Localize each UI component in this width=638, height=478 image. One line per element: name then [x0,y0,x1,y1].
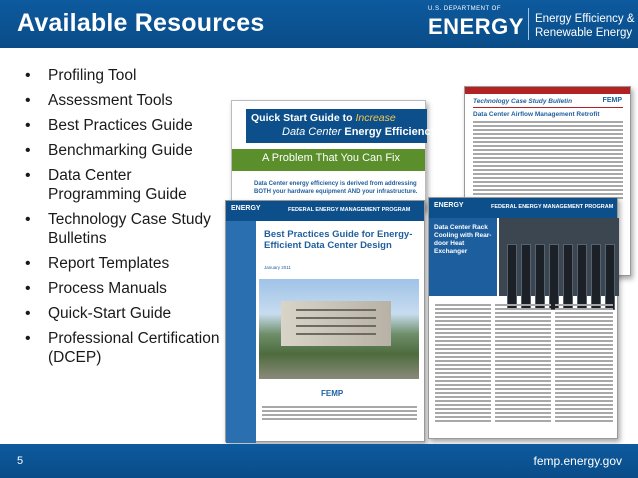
bullet-icon: • [25,330,31,347]
list-item [22,141,227,160]
page-number: 5 [17,455,24,467]
column-3-text [555,304,613,424]
eere-logo-text [535,12,635,40]
footer-url[interactable]: femp.energy.gov [533,454,622,468]
list-item [22,116,227,135]
list-item-label: Data Center Programming Guide [48,167,187,203]
quick-start-guide-thumbnail [231,100,437,210]
list-item-label: Benchmarking Guide [48,142,193,159]
quick-start-intro: Data Center energy efficiency is derived from addressing BOTH your hardware equipment AND your infrastructure. [254,181,418,195]
list-item-label: Quick-Start Guide [48,305,172,322]
list-item-label: Process Manuals [48,280,167,297]
list-item-label: Professional Certification (DCEP) [48,330,220,366]
resource-list [22,66,227,373]
list-item-label: Report Templates [48,255,170,272]
eere-line-2: Renewable Energy [535,27,633,39]
divider [473,107,623,108]
case-study-title: Technology Case Study Bulletin [473,98,573,105]
building-shape [281,301,391,346]
list-item-label: Profiling Tool [48,67,137,84]
bullet-icon: • [25,255,31,272]
list-item [22,66,227,85]
list-item [22,91,227,110]
list-item [22,279,227,298]
bullet-icon: • [25,305,31,322]
case-study-top-bar [465,87,630,94]
doe-logo-small-text: U.S. DEPARTMENT OF [428,6,502,12]
bullet-icon: • [25,280,31,297]
list-item [22,166,227,204]
footer-text-lines [262,406,417,422]
bullet-icon: • [25,211,31,228]
energy-logo: ENERGY [231,205,261,212]
femp-logo: FEMP [321,389,344,398]
best-practices-guide-thumbnail [225,200,425,442]
list-item-label: Technology Case Study Bulletins [48,211,211,247]
bullet-icon: • [25,117,31,134]
logo-divider [528,8,529,40]
list-item-label: Best Practices Guide [48,117,193,134]
guide-title: Best Practices Guide for Energy-Efficient Data Center Design [264,229,413,251]
program-name: FEDERAL ENERGY MANAGEMENT PROGRAM [288,207,411,213]
slide-title: Available Resources [17,9,265,37]
body-text-lines [473,121,623,201]
program-name: FEDERAL ENERGY MANAGEMENT PROGRAM [491,204,614,210]
femp-logo: FEMP [602,97,622,104]
bullet-icon: • [25,142,31,159]
case-study-heading: Data Center Airflow Management Retrofit [473,111,600,118]
quick-start-title-line-2: Data Center Energy Efficiency [282,126,437,138]
footer-bar [0,444,638,478]
building-windows [296,309,376,311]
rack-photo [499,218,619,296]
quick-start-title-line-1: Quick Start Guide to Increase [251,112,396,124]
bullet-icon: • [25,67,31,84]
header-bar [0,0,638,48]
bullet-icon: • [25,92,31,109]
list-item [22,210,227,248]
list-item [22,304,227,323]
bullet-icon: • [25,167,31,184]
energy-logo: ENERGY [434,202,464,209]
column-2-text [495,304,551,424]
quick-start-subtitle: A Problem That You Can Fix [262,152,400,164]
list-item [22,254,227,273]
rack-cooling-case-study-thumbnail [428,197,618,439]
column-1-text [435,304,491,424]
guide-date: January 2011 [264,265,291,270]
list-item-label: Assessment Tools [48,92,173,109]
list-item [22,329,227,367]
side-band [226,221,256,443]
case-study-title: Data Center Rack Cooling with Rear-door Heat Exchanger [434,224,492,255]
eere-line-1: Energy Efficiency & [535,13,635,25]
doe-logo-big-text: ENERGY [428,14,524,39]
